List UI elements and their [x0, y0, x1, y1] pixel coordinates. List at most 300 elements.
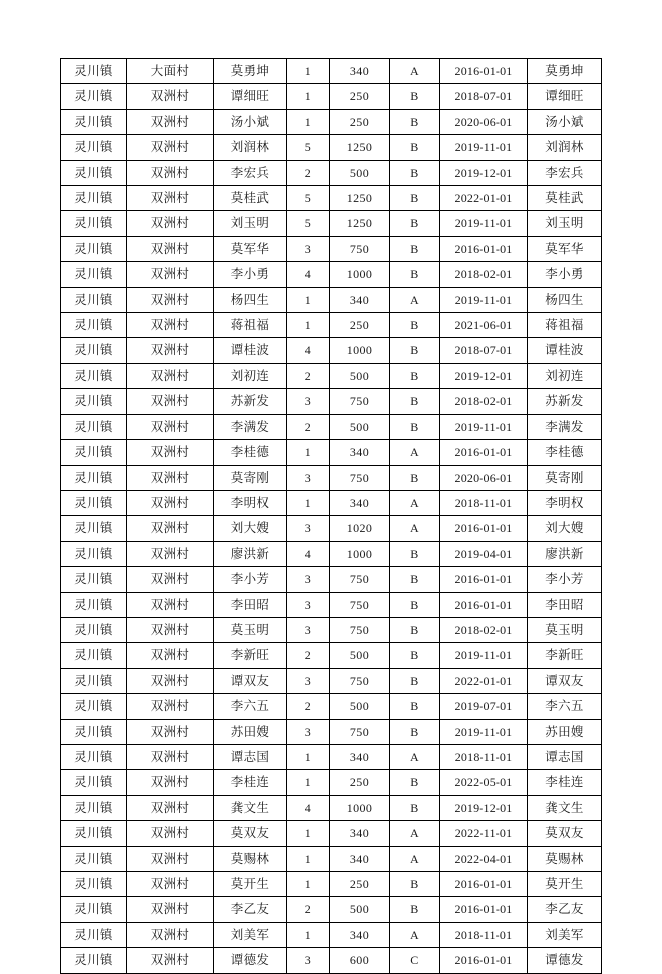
- cell-name2[interactable]: 谭细旺: [528, 84, 602, 109]
- cell-count[interactable]: 1: [287, 109, 330, 134]
- cell-amount[interactable]: 750: [330, 465, 390, 490]
- cell-amount[interactable]: 500: [330, 694, 390, 719]
- table-row[interactable]: [61, 821, 602, 846]
- cell-grade[interactable]: B: [390, 465, 440, 490]
- table-row[interactable]: [61, 160, 602, 185]
- table-row[interactable]: [61, 389, 602, 414]
- cell-name2[interactable]: 刘初连: [528, 363, 602, 388]
- cell-count[interactable]: 5: [287, 211, 330, 236]
- cell-amount[interactable]: 340: [330, 440, 390, 465]
- cell-village[interactable]: 双洲村: [127, 795, 214, 820]
- cell-name2[interactable]: 汤小斌: [528, 109, 602, 134]
- cell-grade[interactable]: B: [390, 617, 440, 642]
- cell-grade[interactable]: B: [390, 363, 440, 388]
- table-row[interactable]: [61, 770, 602, 795]
- cell-name2[interactable]: 龚文生: [528, 795, 602, 820]
- cell-town[interactable]: 灵川镇: [61, 948, 127, 973]
- cell-village[interactable]: 双洲村: [127, 516, 214, 541]
- cell-amount[interactable]: 340: [330, 287, 390, 312]
- cell-grade[interactable]: A: [390, 440, 440, 465]
- cell-name[interactable]: 李桂德: [214, 440, 287, 465]
- cell-village[interactable]: 双洲村: [127, 363, 214, 388]
- cell-count[interactable]: 3: [287, 567, 330, 592]
- cell-village[interactable]: 双洲村: [127, 135, 214, 160]
- cell-grade[interactable]: B: [390, 567, 440, 592]
- table-row[interactable]: [61, 922, 602, 947]
- cell-grade[interactable]: B: [390, 694, 440, 719]
- cell-name2[interactable]: 谭德发: [528, 948, 602, 973]
- cell-town[interactable]: 灵川镇: [61, 872, 127, 897]
- cell-date[interactable]: 2016-01-01: [440, 59, 528, 84]
- cell-date[interactable]: 2016-01-01: [440, 897, 528, 922]
- cell-amount[interactable]: 750: [330, 592, 390, 617]
- cell-village[interactable]: 双洲村: [127, 922, 214, 947]
- cell-village[interactable]: 双洲村: [127, 567, 214, 592]
- cell-grade[interactable]: B: [390, 186, 440, 211]
- cell-name[interactable]: 李明权: [214, 490, 287, 515]
- cell-village[interactable]: 双洲村: [127, 617, 214, 642]
- cell-grade[interactable]: B: [390, 160, 440, 185]
- cell-name[interactable]: 谭细旺: [214, 84, 287, 109]
- cell-count[interactable]: 1: [287, 744, 330, 769]
- cell-grade[interactable]: B: [390, 84, 440, 109]
- cell-name2[interactable]: 李桂德: [528, 440, 602, 465]
- cell-amount[interactable]: 1250: [330, 135, 390, 160]
- cell-date[interactable]: 2016-01-01: [440, 872, 528, 897]
- cell-date[interactable]: 2016-01-01: [440, 948, 528, 973]
- cell-name[interactable]: 李小勇: [214, 262, 287, 287]
- cell-town[interactable]: 灵川镇: [61, 440, 127, 465]
- cell-town[interactable]: 灵川镇: [61, 541, 127, 566]
- cell-name2[interactable]: 谭志国: [528, 744, 602, 769]
- cell-grade[interactable]: B: [390, 897, 440, 922]
- cell-date[interactable]: 2016-01-01: [440, 516, 528, 541]
- cell-count[interactable]: 3: [287, 465, 330, 490]
- cell-town[interactable]: 灵川镇: [61, 490, 127, 515]
- cell-count[interactable]: 3: [287, 668, 330, 693]
- table-row[interactable]: [61, 567, 602, 592]
- cell-amount[interactable]: 750: [330, 236, 390, 261]
- table-row[interactable]: [61, 236, 602, 261]
- cell-grade[interactable]: A: [390, 922, 440, 947]
- cell-name2[interactable]: 李新旺: [528, 643, 602, 668]
- cell-village[interactable]: 双洲村: [127, 744, 214, 769]
- cell-town[interactable]: 灵川镇: [61, 719, 127, 744]
- cell-town[interactable]: 灵川镇: [61, 109, 127, 134]
- cell-count[interactable]: 3: [287, 592, 330, 617]
- cell-name2[interactable]: 莫双友: [528, 821, 602, 846]
- cell-name2[interactable]: 李小勇: [528, 262, 602, 287]
- cell-town[interactable]: 灵川镇: [61, 363, 127, 388]
- cell-name[interactable]: 苏新发: [214, 389, 287, 414]
- cell-village[interactable]: 双洲村: [127, 313, 214, 338]
- cell-date[interactable]: 2019-11-01: [440, 211, 528, 236]
- cell-date[interactable]: 2018-02-01: [440, 389, 528, 414]
- cell-name2[interactable]: 莫开生: [528, 872, 602, 897]
- cell-village[interactable]: 双洲村: [127, 541, 214, 566]
- cell-grade[interactable]: A: [390, 287, 440, 312]
- cell-grade[interactable]: B: [390, 135, 440, 160]
- cell-name2[interactable]: 刘美军: [528, 922, 602, 947]
- cell-name[interactable]: 莫军华: [214, 236, 287, 261]
- cell-name[interactable]: 汤小斌: [214, 109, 287, 134]
- cell-name2[interactable]: 莫赐林: [528, 846, 602, 871]
- cell-town[interactable]: 灵川镇: [61, 135, 127, 160]
- cell-name[interactable]: 李桂连: [214, 770, 287, 795]
- cell-village[interactable]: 双洲村: [127, 440, 214, 465]
- cell-grade[interactable]: B: [390, 592, 440, 617]
- cell-count[interactable]: 4: [287, 541, 330, 566]
- table-row[interactable]: [61, 338, 602, 363]
- cell-count[interactable]: 3: [287, 236, 330, 261]
- cell-grade[interactable]: A: [390, 516, 440, 541]
- cell-name2[interactable]: 莫玉明: [528, 617, 602, 642]
- cell-amount[interactable]: 340: [330, 821, 390, 846]
- cell-village[interactable]: 双洲村: [127, 287, 214, 312]
- cell-name[interactable]: 莫玉明: [214, 617, 287, 642]
- cell-amount[interactable]: 1250: [330, 186, 390, 211]
- table-row[interactable]: [61, 186, 602, 211]
- cell-village[interactable]: 双洲村: [127, 211, 214, 236]
- cell-date[interactable]: 2022-11-01: [440, 821, 528, 846]
- cell-village[interactable]: 双洲村: [127, 694, 214, 719]
- cell-amount[interactable]: 340: [330, 922, 390, 947]
- table-row[interactable]: [61, 744, 602, 769]
- table-row[interactable]: [61, 948, 602, 973]
- cell-village[interactable]: 双洲村: [127, 338, 214, 363]
- cell-grade[interactable]: B: [390, 668, 440, 693]
- table-row[interactable]: [61, 694, 602, 719]
- cell-name[interactable]: 莫桂武: [214, 186, 287, 211]
- cell-town[interactable]: 灵川镇: [61, 744, 127, 769]
- cell-date[interactable]: 2020-06-01: [440, 109, 528, 134]
- cell-town[interactable]: 灵川镇: [61, 897, 127, 922]
- cell-village[interactable]: 双洲村: [127, 84, 214, 109]
- cell-date[interactable]: 2022-05-01: [440, 770, 528, 795]
- cell-grade[interactable]: B: [390, 109, 440, 134]
- cell-name2[interactable]: 杨四生: [528, 287, 602, 312]
- cell-date[interactable]: 2019-12-01: [440, 795, 528, 820]
- cell-name[interactable]: 刘美军: [214, 922, 287, 947]
- cell-village[interactable]: 双洲村: [127, 465, 214, 490]
- cell-grade[interactable]: A: [390, 490, 440, 515]
- cell-count[interactable]: 3: [287, 719, 330, 744]
- cell-name[interactable]: 莫赐林: [214, 846, 287, 871]
- cell-name[interactable]: 刘润林: [214, 135, 287, 160]
- cell-date[interactable]: 2019-11-01: [440, 414, 528, 439]
- cell-date[interactable]: 2022-01-01: [440, 668, 528, 693]
- cell-grade[interactable]: B: [390, 338, 440, 363]
- cell-amount[interactable]: 250: [330, 313, 390, 338]
- cell-name2[interactable]: 李明权: [528, 490, 602, 515]
- cell-grade[interactable]: B: [390, 211, 440, 236]
- table-row[interactable]: [61, 84, 602, 109]
- cell-grade[interactable]: B: [390, 872, 440, 897]
- cell-grade[interactable]: A: [390, 846, 440, 871]
- cell-village[interactable]: 双洲村: [127, 643, 214, 668]
- cell-town[interactable]: 灵川镇: [61, 795, 127, 820]
- cell-date[interactable]: 2019-11-01: [440, 135, 528, 160]
- cell-town[interactable]: 灵川镇: [61, 668, 127, 693]
- cell-grade[interactable]: B: [390, 414, 440, 439]
- cell-count[interactable]: 4: [287, 795, 330, 820]
- table-row[interactable]: [61, 541, 602, 566]
- cell-date[interactable]: 2019-11-01: [440, 643, 528, 668]
- cell-town[interactable]: 灵川镇: [61, 313, 127, 338]
- cell-town[interactable]: 灵川镇: [61, 84, 127, 109]
- cell-town[interactable]: 灵川镇: [61, 211, 127, 236]
- cell-village[interactable]: 双洲村: [127, 490, 214, 515]
- cell-town[interactable]: 灵川镇: [61, 516, 127, 541]
- cell-name[interactable]: 李六五: [214, 694, 287, 719]
- cell-amount[interactable]: 340: [330, 846, 390, 871]
- cell-town[interactable]: 灵川镇: [61, 643, 127, 668]
- cell-name[interactable]: 杨四生: [214, 287, 287, 312]
- cell-name2[interactable]: 莫勇坤: [528, 59, 602, 84]
- table-row[interactable]: [61, 440, 602, 465]
- cell-grade[interactable]: B: [390, 719, 440, 744]
- cell-name[interactable]: 刘初连: [214, 363, 287, 388]
- cell-name2[interactable]: 李满发: [528, 414, 602, 439]
- cell-grade[interactable]: A: [390, 744, 440, 769]
- cell-amount[interactable]: 600: [330, 948, 390, 973]
- cell-town[interactable]: 灵川镇: [61, 160, 127, 185]
- cell-count[interactable]: 3: [287, 948, 330, 973]
- cell-name[interactable]: 莫双友: [214, 821, 287, 846]
- cell-name[interactable]: 李宏兵: [214, 160, 287, 185]
- cell-amount[interactable]: 1000: [330, 338, 390, 363]
- cell-village[interactable]: 双洲村: [127, 770, 214, 795]
- cell-grade[interactable]: A: [390, 821, 440, 846]
- cell-village[interactable]: 双洲村: [127, 160, 214, 185]
- cell-village[interactable]: 双洲村: [127, 414, 214, 439]
- table-row[interactable]: [61, 617, 602, 642]
- cell-count[interactable]: 3: [287, 617, 330, 642]
- table-row[interactable]: [61, 719, 602, 744]
- table-row[interactable]: [61, 211, 602, 236]
- cell-grade[interactable]: B: [390, 313, 440, 338]
- cell-name[interactable]: 廖洪新: [214, 541, 287, 566]
- cell-amount[interactable]: 500: [330, 363, 390, 388]
- cell-amount[interactable]: 1020: [330, 516, 390, 541]
- cell-name[interactable]: 莫勇坤: [214, 59, 287, 84]
- cell-count[interactable]: 3: [287, 389, 330, 414]
- cell-amount[interactable]: 750: [330, 617, 390, 642]
- cell-village[interactable]: 双洲村: [127, 897, 214, 922]
- cell-grade[interactable]: C: [390, 948, 440, 973]
- cell-name[interactable]: 李乙友: [214, 897, 287, 922]
- cell-date[interactable]: 2022-04-01: [440, 846, 528, 871]
- cell-date[interactable]: 2018-11-01: [440, 922, 528, 947]
- cell-date[interactable]: 2016-01-01: [440, 236, 528, 261]
- cell-name2[interactable]: 苏新发: [528, 389, 602, 414]
- cell-grade[interactable]: B: [390, 643, 440, 668]
- cell-amount[interactable]: 340: [330, 490, 390, 515]
- cell-amount[interactable]: 250: [330, 109, 390, 134]
- cell-name[interactable]: 刘大嫂: [214, 516, 287, 541]
- table-row[interactable]: [61, 59, 602, 84]
- cell-grade[interactable]: B: [390, 236, 440, 261]
- cell-count[interactable]: 5: [287, 135, 330, 160]
- cell-date[interactable]: 2018-02-01: [440, 617, 528, 642]
- cell-date[interactable]: 2019-12-01: [440, 160, 528, 185]
- cell-name2[interactable]: 刘润林: [528, 135, 602, 160]
- table-row[interactable]: [61, 109, 602, 134]
- table-row[interactable]: [61, 897, 602, 922]
- cell-amount[interactable]: 750: [330, 567, 390, 592]
- cell-date[interactable]: 2019-11-01: [440, 287, 528, 312]
- cell-date[interactable]: 2019-12-01: [440, 363, 528, 388]
- cell-name2[interactable]: 李桂连: [528, 770, 602, 795]
- cell-village[interactable]: 大面村: [127, 59, 214, 84]
- cell-name[interactable]: 谭双友: [214, 668, 287, 693]
- cell-count[interactable]: 1: [287, 872, 330, 897]
- cell-name[interactable]: 李小芳: [214, 567, 287, 592]
- cell-name2[interactable]: 苏田嫂: [528, 719, 602, 744]
- cell-name[interactable]: 李新旺: [214, 643, 287, 668]
- cell-date[interactable]: 2018-02-01: [440, 262, 528, 287]
- cell-count[interactable]: 5: [287, 186, 330, 211]
- cell-village[interactable]: 双洲村: [127, 262, 214, 287]
- table-row[interactable]: [61, 414, 602, 439]
- cell-village[interactable]: 双洲村: [127, 846, 214, 871]
- cell-town[interactable]: 灵川镇: [61, 770, 127, 795]
- table-row[interactable]: [61, 262, 602, 287]
- table-row[interactable]: [61, 872, 602, 897]
- cell-name[interactable]: 刘玉明: [214, 211, 287, 236]
- cell-village[interactable]: 双洲村: [127, 948, 214, 973]
- cell-amount[interactable]: 1250: [330, 211, 390, 236]
- table-row[interactable]: [61, 287, 602, 312]
- cell-amount[interactable]: 500: [330, 897, 390, 922]
- table-row[interactable]: [61, 363, 602, 388]
- cell-village[interactable]: 双洲村: [127, 719, 214, 744]
- cell-date[interactable]: 2021-06-01: [440, 313, 528, 338]
- cell-grade[interactable]: B: [390, 541, 440, 566]
- cell-amount[interactable]: 1000: [330, 262, 390, 287]
- cell-town[interactable]: 灵川镇: [61, 567, 127, 592]
- cell-town[interactable]: 灵川镇: [61, 236, 127, 261]
- cell-date[interactable]: 2016-01-01: [440, 440, 528, 465]
- cell-amount[interactable]: 1000: [330, 795, 390, 820]
- cell-date[interactable]: 2020-06-01: [440, 465, 528, 490]
- cell-amount[interactable]: 750: [330, 389, 390, 414]
- cell-count[interactable]: 1: [287, 440, 330, 465]
- cell-name2[interactable]: 蒋祖福: [528, 313, 602, 338]
- cell-count[interactable]: 2: [287, 414, 330, 439]
- cell-count[interactable]: 1: [287, 59, 330, 84]
- cell-amount[interactable]: 250: [330, 84, 390, 109]
- cell-village[interactable]: 双洲村: [127, 668, 214, 693]
- cell-name2[interactable]: 刘大嫂: [528, 516, 602, 541]
- cell-date[interactable]: 2018-11-01: [440, 744, 528, 769]
- table-row[interactable]: [61, 313, 602, 338]
- cell-name2[interactable]: 李田昭: [528, 592, 602, 617]
- cell-amount[interactable]: 250: [330, 770, 390, 795]
- cell-date[interactable]: 2019-04-01: [440, 541, 528, 566]
- cell-date[interactable]: 2018-07-01: [440, 338, 528, 363]
- cell-name2[interactable]: 谭桂波: [528, 338, 602, 363]
- cell-amount[interactable]: 250: [330, 872, 390, 897]
- cell-count[interactable]: 2: [287, 160, 330, 185]
- cell-amount[interactable]: 340: [330, 744, 390, 769]
- cell-count[interactable]: 1: [287, 770, 330, 795]
- cell-name[interactable]: 蒋祖福: [214, 313, 287, 338]
- cell-count[interactable]: 1: [287, 84, 330, 109]
- cell-count[interactable]: 3: [287, 516, 330, 541]
- cell-grade[interactable]: A: [390, 59, 440, 84]
- cell-town[interactable]: 灵川镇: [61, 414, 127, 439]
- cell-grade[interactable]: B: [390, 262, 440, 287]
- cell-name2[interactable]: 莫寄刚: [528, 465, 602, 490]
- cell-date[interactable]: 2016-01-01: [440, 567, 528, 592]
- cell-town[interactable]: 灵川镇: [61, 262, 127, 287]
- cell-name2[interactable]: 李乙友: [528, 897, 602, 922]
- cell-village[interactable]: 双洲村: [127, 236, 214, 261]
- cell-count[interactable]: 1: [287, 922, 330, 947]
- cell-count[interactable]: 4: [287, 262, 330, 287]
- cell-grade[interactable]: B: [390, 795, 440, 820]
- cell-name[interactable]: 莫寄刚: [214, 465, 287, 490]
- cell-name2[interactable]: 李六五: [528, 694, 602, 719]
- cell-name[interactable]: 谭德发: [214, 948, 287, 973]
- cell-name2[interactable]: 莫军华: [528, 236, 602, 261]
- cell-town[interactable]: 灵川镇: [61, 821, 127, 846]
- cell-name[interactable]: 苏田嫂: [214, 719, 287, 744]
- cell-name[interactable]: 谭志国: [214, 744, 287, 769]
- cell-village[interactable]: 双洲村: [127, 109, 214, 134]
- table-row[interactable]: [61, 795, 602, 820]
- cell-town[interactable]: 灵川镇: [61, 465, 127, 490]
- cell-amount[interactable]: 750: [330, 668, 390, 693]
- cell-date[interactable]: 2018-11-01: [440, 490, 528, 515]
- table-row[interactable]: [61, 592, 602, 617]
- cell-amount[interactable]: 500: [330, 414, 390, 439]
- table-row[interactable]: [61, 465, 602, 490]
- cell-name[interactable]: 谭桂波: [214, 338, 287, 363]
- cell-town[interactable]: 灵川镇: [61, 59, 127, 84]
- table-row[interactable]: [61, 846, 602, 871]
- cell-count[interactable]: 4: [287, 338, 330, 363]
- cell-town[interactable]: 灵川镇: [61, 592, 127, 617]
- cell-count[interactable]: 1: [287, 287, 330, 312]
- cell-town[interactable]: 灵川镇: [61, 186, 127, 211]
- cell-amount[interactable]: 500: [330, 643, 390, 668]
- cell-village[interactable]: 双洲村: [127, 389, 214, 414]
- cell-town[interactable]: 灵川镇: [61, 617, 127, 642]
- cell-count[interactable]: 1: [287, 313, 330, 338]
- table-row[interactable]: [61, 643, 602, 668]
- cell-count[interactable]: 1: [287, 821, 330, 846]
- cell-grade[interactable]: B: [390, 389, 440, 414]
- cell-amount[interactable]: 340: [330, 59, 390, 84]
- cell-amount[interactable]: 500: [330, 160, 390, 185]
- cell-count[interactable]: 1: [287, 846, 330, 871]
- cell-date[interactable]: 2022-01-01: [440, 186, 528, 211]
- cell-name[interactable]: 龚文生: [214, 795, 287, 820]
- table-row[interactable]: [61, 490, 602, 515]
- cell-count[interactable]: 2: [287, 694, 330, 719]
- cell-name2[interactable]: 谭双友: [528, 668, 602, 693]
- cell-name2[interactable]: 李宏兵: [528, 160, 602, 185]
- cell-name[interactable]: 莫开生: [214, 872, 287, 897]
- cell-count[interactable]: 2: [287, 363, 330, 388]
- cell-name2[interactable]: 李小芳: [528, 567, 602, 592]
- cell-amount[interactable]: 1000: [330, 541, 390, 566]
- cell-town[interactable]: 灵川镇: [61, 694, 127, 719]
- cell-name2[interactable]: 廖洪新: [528, 541, 602, 566]
- cell-town[interactable]: 灵川镇: [61, 922, 127, 947]
